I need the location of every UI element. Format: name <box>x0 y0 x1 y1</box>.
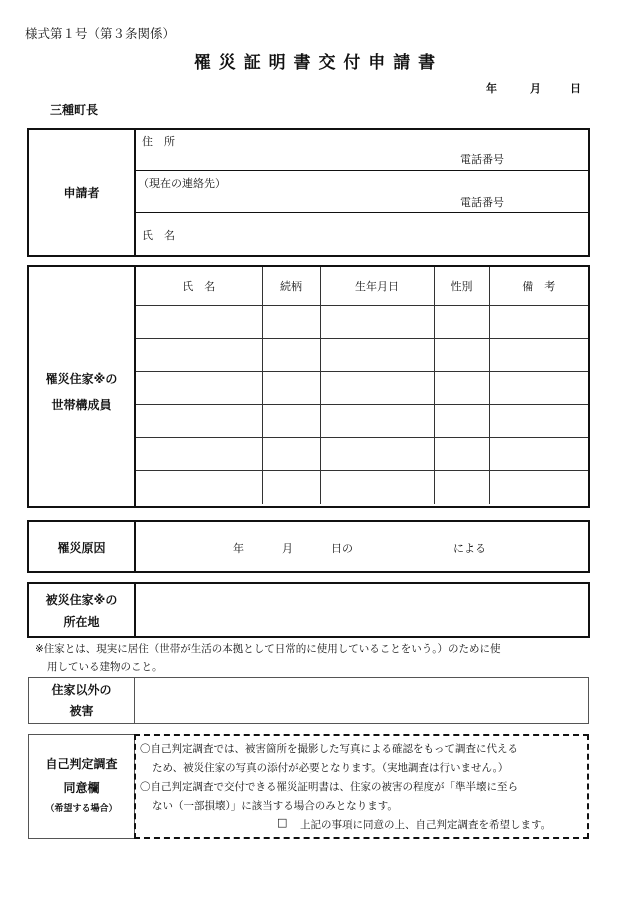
cell-name[interactable] <box>136 470 262 504</box>
cell-name[interactable] <box>136 437 262 470</box>
self-assessment-label-line1: 自己判定調査 <box>45 757 118 771</box>
household-label <box>29 366 134 418</box>
bullet2-line2: ない（一部損壊）」に該当する場合のみとなります。 <box>152 800 398 812</box>
location-label-line1: 被災住家※の <box>45 593 118 607</box>
cell-birthdate[interactable] <box>320 305 434 338</box>
header-birthdate: 生年月日 <box>320 267 434 305</box>
location-label-line2: 所在地 <box>63 615 100 629</box>
address-label: 住 所 <box>142 135 175 148</box>
cell-birthdate[interactable] <box>320 437 434 470</box>
header-remarks: 備 考 <box>489 267 588 305</box>
contact-label: （現在の連絡先） <box>138 177 226 190</box>
bullet1-line2: ため、被災住家の写真の添付が必要となります。（実地調査は行いません。） <box>152 762 509 774</box>
cause-month: 月 <box>282 542 293 555</box>
cell-gender[interactable] <box>434 338 489 371</box>
phone-label-1: 電話番号 <box>460 153 504 166</box>
cell-remarks[interactable] <box>489 437 588 470</box>
table-row <box>136 404 588 437</box>
cell-birthdate[interactable] <box>320 371 434 404</box>
self-assessment-label-line2: 同意欄 <box>63 781 100 795</box>
self-assessment-label-line3: （希望する場合） <box>45 804 118 814</box>
cell-remarks[interactable] <box>489 404 588 437</box>
bullet1-line1: 〇自己判定調査では、被害箇所を撮影した写真による確認をもって調査に代える <box>140 743 518 755</box>
household-label-line2: 世帯構成員 <box>51 398 112 412</box>
header-gender: 性別 <box>434 267 489 305</box>
cell-relation[interactable] <box>262 305 320 338</box>
cell-remarks[interactable] <box>489 371 588 404</box>
cell-relation[interactable] <box>262 470 320 504</box>
consent-text: 上記の事項に同意の上、自己判定調査を希望します。 <box>300 819 552 831</box>
cell-birthdate[interactable] <box>320 404 434 437</box>
date-month: 月 <box>530 82 541 95</box>
self-assessment-label <box>29 752 134 818</box>
cell-gender[interactable] <box>434 437 489 470</box>
cell-gender[interactable] <box>434 404 489 437</box>
date-day: 日 <box>570 82 581 95</box>
cause-day: 日の <box>331 542 353 555</box>
household-table <box>136 267 588 504</box>
cause-year: 年 <box>233 542 244 555</box>
form-number: 様式第１号（第３条関係） <box>25 26 176 41</box>
location-label <box>29 589 134 633</box>
table-row <box>136 470 588 504</box>
consent-checkbox[interactable]: □ <box>277 816 288 829</box>
table-row <box>136 437 588 470</box>
other-damage-label-line1: 住家以外の <box>51 683 112 697</box>
household-label-line1: 罹災住家※の <box>45 372 118 386</box>
table-row <box>136 338 588 371</box>
note-line-1: ※住家とは、現実に居住（世帯が生活の本拠として日常的に使用していることをいう。）のために使 <box>35 643 501 655</box>
cell-relation[interactable] <box>262 338 320 371</box>
table-header-row <box>136 267 588 305</box>
other-damage-label <box>29 680 134 722</box>
table-row <box>136 371 588 404</box>
table-row <box>136 305 588 338</box>
header-name: 氏 名 <box>136 267 262 305</box>
cell-gender[interactable] <box>434 470 489 504</box>
applicant-label: 申請者 <box>63 186 100 200</box>
bullet2-line1: 〇自己判定調査で交付できる罹災証明書は、住家の被害の程度が「準半壊に至ら <box>140 781 518 793</box>
addressee: 三種町長 <box>50 103 99 117</box>
page-title: 罹 災 証 明 書 交 付 申 請 書 <box>193 53 437 73</box>
cell-remarks[interactable] <box>489 305 588 338</box>
cell-remarks[interactable] <box>489 338 588 371</box>
cell-relation[interactable] <box>262 371 320 404</box>
header-relation: 続柄 <box>262 267 320 305</box>
cell-relation[interactable] <box>262 437 320 470</box>
phone-label-2: 電話番号 <box>460 196 504 209</box>
cell-name[interactable] <box>136 371 262 404</box>
cell-name[interactable] <box>136 338 262 371</box>
note-line-2: 用している建物のこと。 <box>47 661 163 673</box>
date-year: 年 <box>486 82 497 95</box>
cell-birthdate[interactable] <box>320 470 434 504</box>
cell-relation[interactable] <box>262 404 320 437</box>
cell-name[interactable] <box>136 305 262 338</box>
name-label: 氏 名 <box>142 229 175 242</box>
cell-remarks[interactable] <box>489 470 588 504</box>
cause-label: 罹災原因 <box>57 541 106 555</box>
cell-name[interactable] <box>136 404 262 437</box>
cell-gender[interactable] <box>434 371 489 404</box>
other-damage-label-line2: 被害 <box>69 704 94 718</box>
cause-by: による <box>453 542 486 555</box>
cell-birthdate[interactable] <box>320 338 434 371</box>
cell-gender[interactable] <box>434 305 489 338</box>
